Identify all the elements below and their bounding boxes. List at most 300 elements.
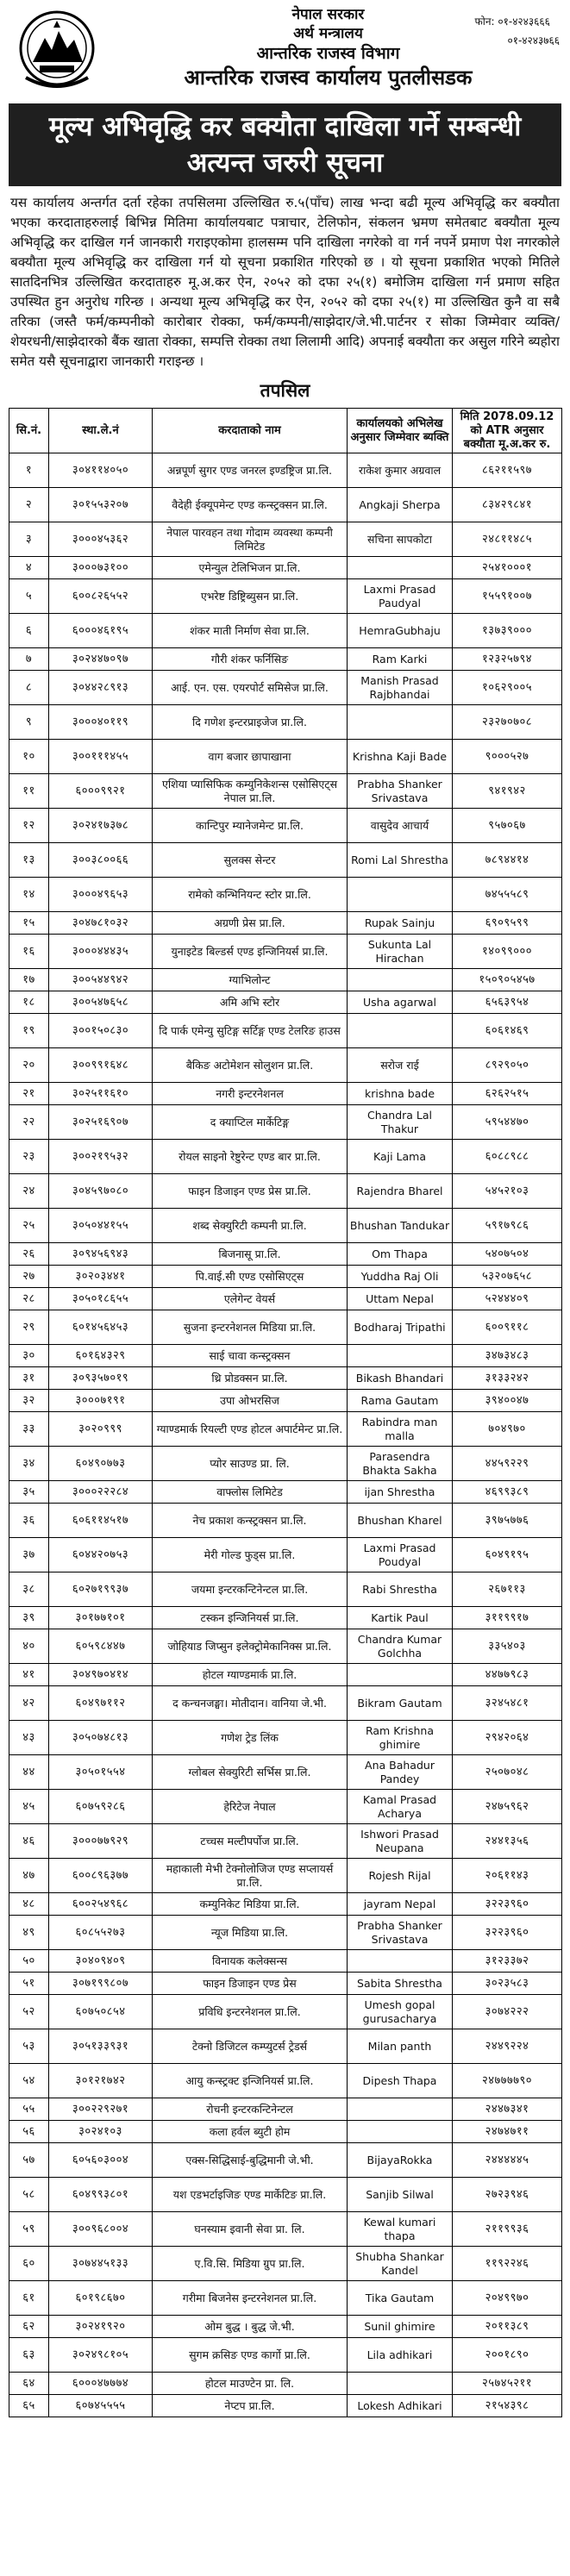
cell-name: यश एडभर्टाइजिङ एण्ड मार्केटिङ प्रा.लि. <box>153 2178 348 2212</box>
cell-pan: ६०७५९२८६ <box>49 1790 153 1824</box>
cell-officer: Lila adhikari <box>348 2338 453 2373</box>
cell-name: द कन्चनजङ्घा। मोतीदान। वानिया जे.भी. <box>153 1686 348 1721</box>
col-header-pan: स्था.ले.नं <box>49 409 153 453</box>
cell-officer: Bodharaj Tripathi <box>348 1310 453 1345</box>
table-row <box>9 2316 562 2338</box>
cell-name: ग्लोबल सेक्युरिटी सर्भिस प्रा.लि. <box>153 1755 348 1790</box>
cell-amount: १०६२९००५ <box>453 671 562 705</box>
cell-pan: ६००८९६३७७ <box>49 1859 153 1893</box>
cell-sn: ५१ <box>9 1973 49 1995</box>
cell-name: टेक्नो डिजिटल कम्प्युटर्स ट्रेडर्स <box>153 2029 348 2064</box>
cell-amount: २०११३८९ <box>453 2316 562 2338</box>
cell-pan: ३००३८००६६ <box>49 843 153 878</box>
cell-officer <box>348 1664 453 1686</box>
cell-name: अन्नपूर्ण सुगर एण्ड जनरल इण्डष्ट्रिज प्रा.लि. <box>153 453 348 488</box>
cell-amount: ३११९९१७ <box>453 1607 562 1629</box>
table-row <box>9 1083 562 1105</box>
cell-officer <box>348 705 453 740</box>
cell-sn: ४७ <box>9 1859 49 1893</box>
cell-sn: ५० <box>9 1950 49 1973</box>
cell-name: फाइन डिजाइन एण्ड प्रेस प्रा.लि. <box>153 1174 348 1209</box>
cell-sn: ५५ <box>9 2098 49 2121</box>
table-body <box>9 453 562 2417</box>
cell-pan: ३०१२१७४२ <box>49 2064 153 2098</box>
department-name: आन्तरिक राजस्व विभाग <box>256 44 400 63</box>
cell-sn: ३८ <box>9 1572 49 1607</box>
cell-amount: २५०७०४८ <box>453 1755 562 1790</box>
cell-officer: Sunil ghimire <box>348 2316 453 2338</box>
cell-pan: ६०७४५५५५ <box>49 2395 153 2417</box>
cell-pan: ६०००९९२१ <box>49 774 153 809</box>
cell-name: रामेको कन्भिनियन्ट स्टोर प्रा.लि. <box>153 878 348 912</box>
table-row <box>9 1345 562 1367</box>
cell-amount: २०४९९७० <box>453 2281 562 2316</box>
cell-pan: ६०४९७११२ <box>49 1686 153 1721</box>
cell-pan: ३००५४४९४२ <box>49 969 153 991</box>
cell-pan: ३००१११४५५ <box>49 740 153 774</box>
defaulter-table <box>9 408 562 2417</box>
cell-pan: ३०१७७१०१ <box>49 1607 153 1629</box>
cell-officer: Sukunta Lal Hirachan <box>348 935 453 969</box>
cell-pan: ३०००४०११९ <box>49 705 153 740</box>
table-row <box>9 2395 562 2417</box>
table-row <box>9 843 562 878</box>
table-row <box>9 2121 562 2143</box>
cell-amount: ५९१७९८६ <box>453 1209 562 1243</box>
cell-officer: सरोज राई <box>348 1048 453 1083</box>
cell-pan: ६०१४५६४५३ <box>49 1310 153 1345</box>
cell-pan: ३००२१९५३२ <box>49 1140 153 1174</box>
cell-pan: ६०७५०८५४ <box>49 1995 153 2029</box>
cell-pan: ३००१५०८३० <box>49 1014 153 1048</box>
col-header-amount: मिति 2078.09.12 को ATR अनुसार बक्यौता मू.अ.कर रु. <box>453 409 562 453</box>
cell-officer: Rabindra man malla <box>348 1412 453 1447</box>
cell-pan: ३०५१३३९३१ <box>49 2029 153 2064</box>
cell-name: ए.वि.सि. मिडिया ग्रुप प्रा.लि. <box>153 2247 348 2281</box>
cell-name: नेच प्रकाश कन्स्ट्रक्सन प्रा.लि. <box>153 1504 348 1538</box>
table-row <box>9 453 562 488</box>
cell-officer <box>348 2121 453 2143</box>
cell-name: टस्कन इन्जिनियर्स प्रा.लि. <box>153 1607 348 1629</box>
table-row <box>9 2247 562 2281</box>
cell-name: जोहियाड जिप्सुन इलेक्ट्रोमेकानिक्स प्रा.लि. <box>153 1629 348 1664</box>
cell-officer: Rama Gautam <box>348 1390 453 1412</box>
cell-amount: ८६२११५९७ <box>453 453 562 488</box>
cell-pan: ३०५०१८६५५ <box>49 1288 153 1310</box>
cell-amount: २३२७०७०८ <box>453 705 562 740</box>
cell-name: एशिया प्यासिफिक कम्युनिकेशन्स एसोसिएट्स नेपाल प्रा.लि. <box>153 774 348 809</box>
table-row <box>9 2029 562 2064</box>
cell-pan: ३०२४१९२० <box>49 2316 153 2338</box>
cell-name: कला हर्वल ब्युटी होम <box>153 2121 348 2143</box>
cell-pan: ३०४११४०५० <box>49 453 153 488</box>
cell-amount: ४६९९३८९ <box>453 1481 562 1504</box>
cell-pan: ३०००४५३६२ <box>49 522 153 557</box>
cell-sn: ३१ <box>9 1367 49 1390</box>
cell-amount: ५४०७५०४ <box>453 1243 562 1266</box>
table-row <box>9 1538 562 1572</box>
cell-amount: ६९०९५९९ <box>453 912 562 935</box>
cell-pan: ३०४५९७०८० <box>49 1174 153 1209</box>
table-row <box>9 1140 562 1174</box>
cell-name: शंकर माती निर्माण सेवा प्रा.लि. <box>153 614 348 648</box>
table-row <box>9 1310 562 1345</box>
cell-pan: ३०९३५७०१९ <box>49 1367 153 1390</box>
cell-pan: ६०२७१९९३७ <box>49 1572 153 1607</box>
cell-pan: ३०००७३१०० <box>49 557 153 579</box>
cell-officer: krishna bade <box>348 1083 453 1105</box>
cell-amount: २४७५९६२ <box>453 1790 562 1824</box>
cell-name: द क्याप्टिल मार्केटिङ्ग <box>153 1105 348 1140</box>
cell-sn: ४२ <box>9 1686 49 1721</box>
table-row <box>9 1950 562 1973</box>
cell-name: गरीमा बिजनेस इन्टरनेशनल प्रा.लि. <box>153 2281 348 2316</box>
cell-sn: ६४ <box>9 2373 49 2395</box>
table-row <box>9 1048 562 1083</box>
cell-amount: ७०४९७० <box>453 1412 562 1447</box>
cell-amount: ६००९११८ <box>453 1310 562 1345</box>
table-row <box>9 1790 562 1824</box>
cell-amount: ४४५९२२९ <box>453 1447 562 1481</box>
cell-amount: ६२६२५१५ <box>453 1083 562 1105</box>
cell-amount: ३०७४२२२ <box>453 1995 562 2029</box>
table-row <box>9 2098 562 2121</box>
table-row <box>9 1824 562 1859</box>
cell-sn: ६२ <box>9 2316 49 2338</box>
cell-name: जयमा इन्टरकन्टिनेन्टल प्रा.लि. <box>153 1572 348 1607</box>
cell-officer: Yuddha Raj Oli <box>348 1266 453 1288</box>
cell-pan: ३०००२२२८४ <box>49 1481 153 1504</box>
notice-text: यस कार्यालय अन्तर्गत दर्ता रहेका तपसिलमा उल्लिखित रु.५(पाँच) लाख भन्दा बढी मूल्य अभिवृद्धि कर बक्यौता भएका करदाताहरुलाई बिभिन्न मितिमा कार्यालयबाट पत्राचार, टेलिफोन, संकलन भ्रमण समेतबाट बक्यौता मूल्य अभिवृद्धि कर दाखिल गर्न जानकारी गराइएकोमा हालसम्म पनि दाखिला नगरेको वा गर्न नपर्ने प्रमाण पेश नगरकोले बक्यौता मूल्य अभिवृद्धि कर दाखिला गर्न यो सूचना प्रकाशित गरिएको छ । यो सूचना प्रकाशित भएको मितिले सातदिनभित्र उल्लिखित करदाताहरु मू.अ.कर ऐन, २०५२ को दफा २५(१) बमोजिम दाखिला गर्न प्रमाण सहित उपस्थित हुन अनुरोध गरिन्छ । अन्यथा मूल्य अभिवृद्धि कर ऐन, २०५२ को दफा २५(१) मा उल्लिखित कुनै वा सबै तरिका (जस्तै फर्म/कम्पनीको कारोबार रोक्का, फर्म/कम्पनी/साझेदार/जे.भी.पार्टनर र सोका जिम्मेवार व्यक्ति/शेयरधनी/साझेदारको बैंक खाता रोक्का, सम्पत्ति रोक्का तथा लिलामी आदि) अपनाई बक्यौता कर असुल गरिने ब्यहोरा समेत यसै सूचनाद्वारा जानकारी गराइन्छ । <box>10 195 560 369</box>
cell-name: वाफ्लोस लिमिटेड <box>153 1481 348 1504</box>
table-row <box>9 2373 562 2395</box>
table-row <box>9 1390 562 1412</box>
cell-amount: ६५६३९५४ <box>453 991 562 1014</box>
cell-amount: १३७३९००० <box>453 614 562 648</box>
headline-line-1: मूल्य अभिवृद्धि कर बक्यौता दाखिला गर्ने सम्बन्धी <box>48 111 522 142</box>
cell-amount: १४०९९००० <box>453 935 562 969</box>
cell-officer: Parasendra Bhakta Sakha <box>348 1447 453 1481</box>
cell-amount: ७४५५५८९ <box>453 878 562 912</box>
cell-sn: २० <box>9 1048 49 1083</box>
cell-officer: Prabha Shanker Srivastava <box>348 1916 453 1950</box>
cell-pan: ३०५०४४१५५ <box>49 1209 153 1243</box>
table-row <box>9 1973 562 1995</box>
cell-name: ओम बुद्ध । बुद्ध जे.भी. <box>153 2316 348 2338</box>
table-row <box>9 1755 562 1790</box>
cell-sn: ४० <box>9 1629 49 1664</box>
table-row <box>9 774 562 809</box>
cell-amount: २४४१३५६ <box>453 1824 562 1859</box>
table-row <box>9 648 562 671</box>
cell-sn: ४१ <box>9 1664 49 1686</box>
cell-pan: ३०२५१६९०७ <box>49 1105 153 1140</box>
cell-amount: ६०४९१९५ <box>453 1538 562 1572</box>
cell-amount: २४८११४८५ <box>453 522 562 557</box>
cell-name: मेरी गोल्ड फुड्स प्रा.लि. <box>153 1538 348 1572</box>
cell-sn: ३४ <box>9 1447 49 1481</box>
table-row <box>9 522 562 557</box>
cell-amount: २५७४५२११ <box>453 2373 562 2395</box>
cell-name: अमि अभि स्टोर <box>153 991 348 1014</box>
cell-sn: १४ <box>9 878 49 912</box>
cell-name: एभरेष्ट डिष्ट्रिब्युसन प्रा.लि. <box>153 579 348 614</box>
cell-amount: १५०९०५४५७ <box>453 969 562 991</box>
table-row <box>9 1504 562 1538</box>
cell-sn: ३३ <box>9 1412 49 1447</box>
cell-pan: ३०५०१५५४ <box>49 1755 153 1790</box>
cell-pan: ३०२४१०३ <box>49 2121 153 2143</box>
cell-amount: १२३२५७९४ <box>453 648 562 671</box>
headline-line-2: अत्यन्त जरुरी सूचना <box>186 147 384 178</box>
cell-name: घनस्याम इवानी सेवा प्रा. लि. <box>153 2212 348 2247</box>
cell-sn: १० <box>9 740 49 774</box>
table-row <box>9 1995 562 2029</box>
table-row <box>9 991 562 1014</box>
cell-amount: ३३५४०३ <box>453 1629 562 1664</box>
cell-pan: ६०४९०७७३ <box>49 1447 153 1481</box>
cell-officer: Sabita Shrestha <box>348 1973 453 1995</box>
cell-name: हेरिटेज नेपाल <box>153 1790 348 1824</box>
cell-name: नेप्टप प्रा.लि. <box>153 2395 348 2417</box>
cell-pan: ६०४९९३८०१ <box>49 2178 153 2212</box>
cell-officer <box>348 1950 453 1973</box>
cell-pan: ३००२२९२७१ <box>49 2098 153 2121</box>
cell-pan: ६०५६०३००४ <box>49 2143 153 2178</box>
cell-officer: राकेश कुमार अग्रवाल <box>348 453 453 488</box>
cell-officer: Angkaji Sherpa <box>348 488 453 522</box>
col-header-officer: कार्यालयको अभिलेख अनुसार जिम्मेवार ब्यक्ति <box>348 409 453 453</box>
cell-officer: Bikram Gautam <box>348 1686 453 1721</box>
cell-name: दि पार्क एमेन्यु सुटिङ्ग सर्टिङ्ग एण्ड टेलरिङ हाउस <box>153 1014 348 1048</box>
cell-officer: Kewal kumari thapa <box>348 2212 453 2247</box>
cell-name: फाइन डिजाइन एण्ड प्रेस <box>153 1973 348 1995</box>
cell-pan: ३०४९७०४१४ <box>49 1664 153 1686</box>
cell-officer: Ram Krishna ghimire <box>348 1721 453 1755</box>
cell-officer <box>348 969 453 991</box>
table-row <box>9 1367 562 1390</box>
cell-name: सुलक्स सेन्टर <box>153 843 348 878</box>
cell-name: नगरी इन्टरनेशनल <box>153 1083 348 1105</box>
cell-amount: २४४७३४१ <box>453 2098 562 2121</box>
cell-officer: Laxmi Prasad Poudyal <box>348 1538 453 1572</box>
cell-officer: Tika Gautam <box>348 2281 453 2316</box>
cell-name: पि.वाई.सी एण्ड एसोसिएट्स <box>153 1266 348 1288</box>
cell-amount: २४७७७७९० <box>453 2064 562 2098</box>
government-name: नेपाल सरकार <box>291 6 365 23</box>
cell-name: महाकाली मेभी टेक्नोलोजिज एण्ड सप्लायर्स प्रा.लि. <box>153 1859 348 1893</box>
cell-amount: २५४१०००१ <box>453 557 562 579</box>
table-row <box>9 1447 562 1481</box>
cell-pan: ३०९४५६९४३ <box>49 1243 153 1266</box>
table-row <box>9 912 562 935</box>
cell-amount: २१५४३९८ <box>453 2395 562 2417</box>
table-row <box>9 1859 562 1893</box>
table-row <box>9 1481 562 1504</box>
cell-sn: १३ <box>9 843 49 878</box>
cell-officer: सचिना सापकोटा <box>348 522 453 557</box>
cell-sn: ५८ <box>9 2178 49 2212</box>
table-row <box>9 1288 562 1310</box>
table-row <box>9 705 562 740</box>
table-row <box>9 2064 562 2098</box>
cell-pan: ३०२४१७३७८ <box>49 809 153 843</box>
cell-sn: ८ <box>9 671 49 705</box>
cell-sn: ५३ <box>9 2029 49 2064</box>
cell-officer: Ram Karki <box>348 648 453 671</box>
cell-name: एक्स-सिद्धिसाई-बुद्धिमानी जे.भी. <box>153 2143 348 2178</box>
cell-amount: ४४७७९८३ <box>453 1664 562 1686</box>
cell-pan: ६०८५५२७३ <box>49 1916 153 1950</box>
cell-sn: ७ <box>9 648 49 671</box>
cell-amount: ५३२०७६५८ <box>453 1266 562 1288</box>
cell-name: प्रविधि इन्टरनेशनल प्रा.लि. <box>153 1995 348 2029</box>
cell-pan: ३००९९१६४८ <box>49 1048 153 1083</box>
cell-officer: Manish Prasad Rajbhandai <box>348 671 453 705</box>
cell-name: उपा ओभरसिज <box>153 1390 348 1412</box>
cell-amount: २४४४४४५ <box>453 2143 562 2178</box>
table-header-row <box>9 409 562 453</box>
table-row <box>9 1629 562 1664</box>
cell-name: साई चावा कन्स्ट्रक्सन <box>153 1345 348 1367</box>
cell-name: रोचनी इन्टरकन्टिनेन्टल <box>153 2098 348 2121</box>
cell-officer: Chandra Lal Thakur <box>348 1105 453 1140</box>
cell-sn: २३ <box>9 1140 49 1174</box>
cell-officer: HemraGubhaju <box>348 614 453 648</box>
table-row <box>9 2212 562 2247</box>
table-title: तपसिल <box>260 380 310 401</box>
cell-amount: ३२४५४८१ <box>453 1686 562 1721</box>
cell-sn: २८ <box>9 1288 49 1310</box>
cell-amount: ६०८८९८८ <box>453 1140 562 1174</box>
table-row <box>9 1014 562 1048</box>
cell-sn: ३२ <box>9 1390 49 1412</box>
table-row <box>9 809 562 843</box>
cell-officer: वासुदेव आचार्य <box>348 809 453 843</box>
cell-name: आई. एन. एस. एयरपोर्ट समिसेज प्रा.लि. <box>153 671 348 705</box>
cell-sn: १ <box>9 453 49 488</box>
ministry-name: अर्थ मन्त्रालय <box>293 25 363 42</box>
col-header-name: करदाताको नाम <box>153 409 348 453</box>
cell-sn: ६५ <box>9 2395 49 2417</box>
cell-pan: ३००५४७६५८ <box>49 991 153 1014</box>
cell-pan: ३०२०३४४१ <box>49 1266 153 1288</box>
cell-amount: ९४१९४२ <box>453 774 562 809</box>
cell-officer <box>348 1345 453 1367</box>
notice-headline <box>9 103 561 186</box>
table-row <box>9 878 562 912</box>
table-row <box>9 969 562 991</box>
cell-sn: ५४ <box>9 2064 49 2098</box>
table-row <box>9 1174 562 1209</box>
cell-sn: १७ <box>9 969 49 991</box>
cell-officer: Prabha Shanker Srivastava <box>348 774 453 809</box>
cell-name: वैदेही ईक्यूपमेन्ट एण्ड कन्स्ट्रक्सन प्रा.लि. <box>153 488 348 522</box>
table-row <box>9 1686 562 1721</box>
cell-officer: Rupak Sainju <box>348 912 453 935</box>
cell-sn: १५ <box>9 912 49 935</box>
cell-pan: ६००८२६५५२ <box>49 579 153 614</box>
cell-sn: २७ <box>9 1266 49 1288</box>
table-row <box>9 1105 562 1140</box>
cell-pan: ३०४०९४०९ <box>49 1950 153 1973</box>
cell-sn: ४८ <box>9 1893 49 1916</box>
table-row <box>9 935 562 969</box>
cell-amount: ५९५४४७० <box>453 1105 562 1140</box>
cell-sn: २४ <box>9 1174 49 1209</box>
cell-sn: ६१ <box>9 2281 49 2316</box>
table-row <box>9 1721 562 1755</box>
cell-officer: Krishna Kaji Bade <box>348 740 453 774</box>
cell-amount: १५५९१००७ <box>453 579 562 614</box>
cell-sn: ५९ <box>9 2212 49 2247</box>
cell-sn: ३६ <box>9 1504 49 1538</box>
cell-name: प्योर साउण्ड प्रा. लि. <box>153 1447 348 1481</box>
cell-officer: Bhushan Kharel <box>348 1504 453 1538</box>
cell-officer: Ana Bahadur Pandey <box>348 1755 453 1790</box>
cell-sn: ३५ <box>9 1481 49 1504</box>
cell-name: शब्द सेक्युरिटी कम्पनी प्रा.लि. <box>153 1209 348 1243</box>
cell-pan: ३०००४९६५३ <box>49 878 153 912</box>
cell-name: एलेगेन्ट वेयर्स <box>153 1288 348 1310</box>
cell-name: नेपाल पारवहन तथा गोदाम व्यवस्था कम्पनी लिमिटेड <box>153 522 348 557</box>
table-row <box>9 557 562 579</box>
cell-amount: ६०६१४६९ <box>453 1014 562 1048</box>
cell-name: दि गणेश इन्टरप्राइजेज प्रा.लि. <box>153 705 348 740</box>
cell-name: होटल माउण्टेन प्रा. लि. <box>153 2373 348 2395</box>
table-row <box>9 1916 562 1950</box>
cell-officer: Usha agarwal <box>348 991 453 1014</box>
cell-sn: २१ <box>9 1083 49 1105</box>
table-row <box>9 1412 562 1447</box>
cell-officer: Rojesh Rijal <box>348 1859 453 1893</box>
cell-pan: ६०४४२०७५३ <box>49 1538 153 1572</box>
cell-sn: ३० <box>9 1345 49 1367</box>
cell-officer: Om Thapa <box>348 1243 453 1266</box>
cell-pan: ३०००७१९१ <box>49 1390 153 1412</box>
cell-pan: ३०७१९९८०७ <box>49 1973 153 1995</box>
table-row <box>9 579 562 614</box>
nepal-emblem-icon <box>14 5 100 102</box>
cell-officer: Rabi Shrestha <box>348 1572 453 1607</box>
cell-amount: २७२३९४६ <box>453 2178 562 2212</box>
table-row <box>9 1209 562 1243</box>
table-row <box>9 1607 562 1629</box>
cell-name: बिजनासू प्रा.लि. <box>153 1243 348 1266</box>
cell-officer <box>348 1014 453 1048</box>
cell-amount: ९०००५२७ <box>453 740 562 774</box>
table-row <box>9 1266 562 1288</box>
cell-officer: Shubha Shankar Kandel <box>348 2247 453 2281</box>
cell-amount: ३२२३९६० <box>453 1893 562 1916</box>
cell-amount: ३९७५७७६ <box>453 1504 562 1538</box>
cell-officer: Sanjib Silwal <box>348 2178 453 2212</box>
cell-sn: ३७ <box>9 1538 49 1572</box>
table-row <box>9 1243 562 1266</box>
cell-amount: ७८९४४१४ <box>453 843 562 878</box>
cell-sn: ४४ <box>9 1755 49 1790</box>
table-row <box>9 2178 562 2212</box>
cell-sn: ५६ <box>9 2121 49 2143</box>
cell-amount: २४४९२२४ <box>453 2029 562 2064</box>
cell-amount: ३४७३४८३ <box>453 1345 562 1367</box>
cell-officer <box>348 557 453 579</box>
cell-pan: ६०१६४३२९ <box>49 1345 153 1367</box>
cell-amount: ३१३३२४२ <box>453 1367 562 1390</box>
cell-amount: ८३४२९८४१ <box>453 488 562 522</box>
cell-officer: Dipesh Thapa <box>348 2064 453 2098</box>
cell-officer <box>348 2373 453 2395</box>
